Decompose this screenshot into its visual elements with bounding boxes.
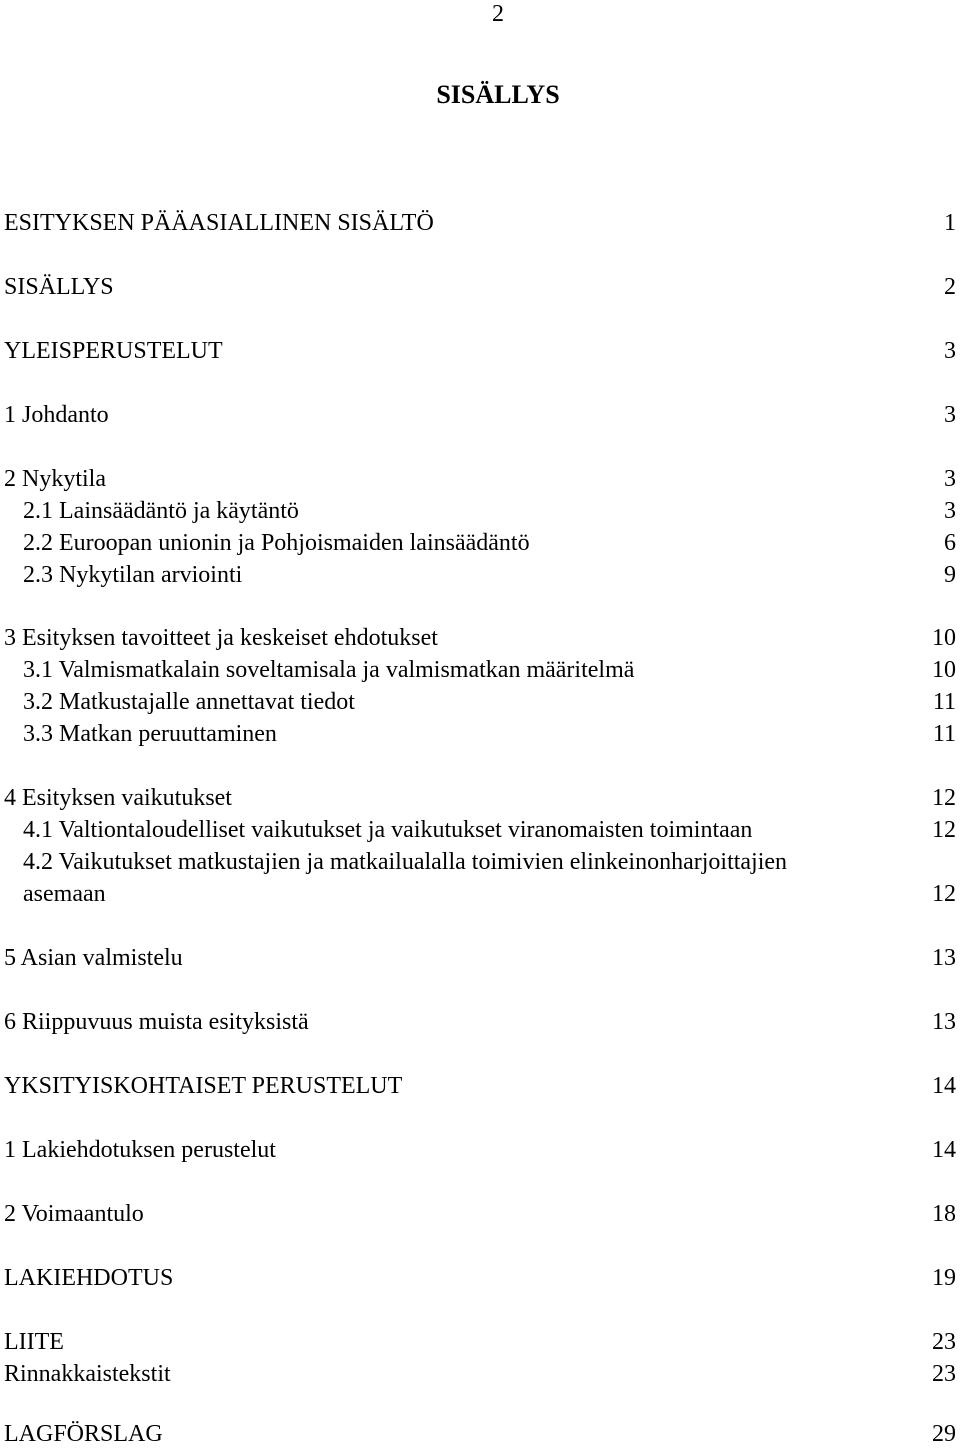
toc-entry[interactable] <box>0 208 956 238</box>
toc-entry[interactable] <box>0 719 956 749</box>
toc-entry-label: 1 Lakiehdotuksen perustelut <box>4 1137 276 1163</box>
toc-entry-page: 12 <box>932 817 956 843</box>
toc-entry[interactable] <box>0 655 956 685</box>
toc-entry-page: 10 <box>932 625 956 651</box>
toc-entry-page: 13 <box>932 1009 956 1035</box>
toc-entry[interactable] <box>0 1199 956 1229</box>
toc-entry-page: 3 <box>944 338 956 364</box>
toc-entry[interactable] <box>0 272 956 302</box>
toc-entry-label: 2.3 Nykytilan arviointi <box>23 562 243 588</box>
toc-entry-label: 4.2 Vaikutukset matkustajien ja matkailualalla toimivien elinkeinonharjoittajien <box>23 849 788 875</box>
toc-entry-page: 13 <box>932 945 956 971</box>
toc-entry-label: 3 Esityksen tavoitteet ja keskeiset ehdotukset <box>4 625 438 651</box>
toc-entry[interactable] <box>0 336 956 366</box>
toc-entry-label: 3.2 Matkustajalle annettavat tiedot <box>23 689 355 715</box>
toc-entry-page: 3 <box>944 466 956 492</box>
toc-entry-page: 6 <box>944 530 956 556</box>
toc-entry-label: 4 Esityksen vaikutukset <box>4 785 232 811</box>
toc-entry-page: 2 <box>944 274 956 300</box>
toc-entry-continuation[interactable] <box>0 879 956 909</box>
toc-entry-label: 1 Johdanto <box>4 402 109 428</box>
toc-entry[interactable] <box>0 496 956 526</box>
toc-entry[interactable] <box>0 1327 956 1357</box>
toc-entry-page: 23 <box>932 1329 956 1355</box>
toc-entry-label: 3.3 Matkan peruuttaminen <box>23 721 277 747</box>
toc-entry-page: 3 <box>944 498 956 524</box>
toc-entry-page: 23 <box>932 1361 956 1387</box>
toc-entry-label: asemaan <box>23 881 106 907</box>
toc-entry[interactable] <box>0 1419 956 1449</box>
toc-entry-label: 3.1 Valmismatkalain soveltamisala ja valmismatkan määritelmä <box>23 657 635 683</box>
toc-entry-label: LIITE <box>4 1329 64 1355</box>
toc-entry-label: 5 Asian valmistelu <box>4 945 183 971</box>
toc-entry-label: 2.2 Euroopan unionin ja Pohjoismaiden lainsäädäntö <box>23 530 530 556</box>
toc-entry[interactable] <box>0 943 956 973</box>
toc-entry-page: 1 <box>944 210 956 236</box>
toc-entry-page: 12 <box>932 785 956 811</box>
toc-entry-page: 12 <box>932 881 956 907</box>
toc-entry-page: 29 <box>932 1421 956 1447</box>
toc-entry-label: 2.1 Lainsäädäntö ja käytäntö <box>23 498 299 524</box>
toc-entry-label: YKSITYISKOHTAISET PERUSTELUT <box>4 1073 403 1099</box>
toc-entry-page: 10 <box>932 657 956 683</box>
toc-entry-page: 11 <box>932 721 956 747</box>
toc-entry-label: LAGFÖRSLAG <box>4 1421 163 1447</box>
toc-entry-page: 18 <box>932 1201 956 1227</box>
toc-entry-label: 2 Nykytila <box>4 466 106 492</box>
toc-entry[interactable] <box>0 687 956 717</box>
toc-entry-page: 11 <box>932 689 956 715</box>
toc-entry-label: YLEISPERUSTELUT <box>4 338 223 364</box>
toc-entry[interactable] <box>0 783 956 813</box>
toc-entry[interactable] <box>0 464 956 494</box>
toc-entry-page: 3 <box>944 402 956 428</box>
toc-entry[interactable] <box>0 1359 956 1389</box>
toc-entry-label: ESITYKSEN PÄÄASIALLINEN SISÄLTÖ <box>4 210 434 236</box>
toc-entry-label: Rinnakkaistekstit <box>4 1361 171 1387</box>
toc-entry[interactable] <box>0 1071 956 1101</box>
page-number: 2 <box>492 1 504 27</box>
toc-entry-page: 19 <box>932 1265 956 1291</box>
toc-entry-label: 2 Voimaantulo <box>4 1201 144 1227</box>
toc-entry-label: 6 Riippuvuus muista esityksistä <box>4 1009 309 1035</box>
toc-entry[interactable] <box>0 623 956 653</box>
toc-entry-label: SISÄLLYS <box>4 274 114 300</box>
toc-entry[interactable] <box>0 528 956 558</box>
toc-entry-label: LAKIEHDOTUS <box>4 1265 174 1291</box>
toc-entry[interactable] <box>0 1263 956 1293</box>
toc-entry-page: 14 <box>932 1137 956 1163</box>
toc-entry[interactable] <box>0 400 956 430</box>
toc-entry[interactable] <box>0 1135 956 1165</box>
page-title: SISÄLLYS <box>436 80 560 109</box>
toc-entry-page: 14 <box>932 1073 956 1099</box>
toc-entry[interactable] <box>0 1007 956 1037</box>
toc-entry[interactable] <box>0 560 956 590</box>
toc-entry-page: 9 <box>944 562 956 588</box>
toc-entry[interactable] <box>0 847 956 877</box>
toc-entry[interactable] <box>0 815 956 845</box>
toc-entry-label: 4.1 Valtiontaloudelliset vaikutukset ja vaikutukset viranomaisten toimintaan <box>23 817 753 843</box>
